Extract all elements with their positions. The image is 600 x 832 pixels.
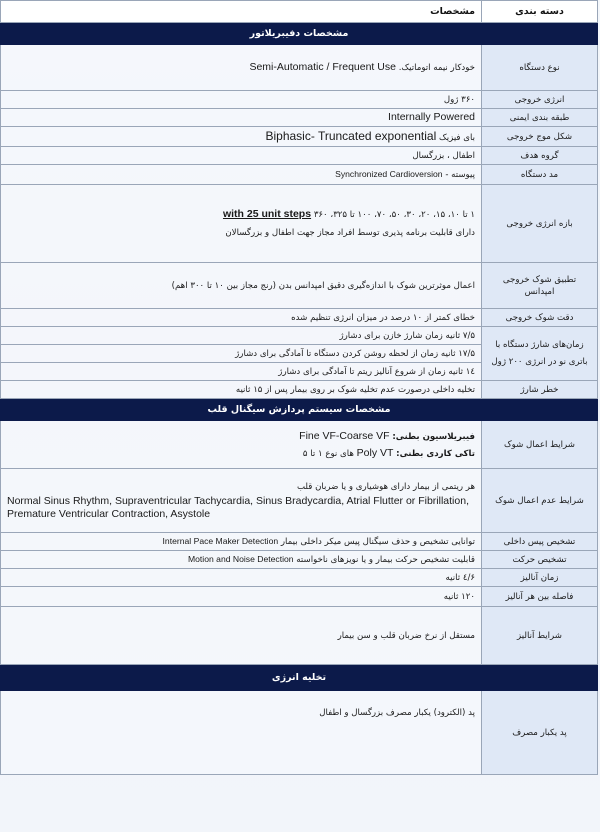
- value-target-group: اطفال ، بزرگسال: [1, 147, 482, 165]
- table-header-row: [1, 1, 598, 23]
- label-waveform: شکل موج خروجی: [482, 127, 598, 147]
- section-discharge-row: [1, 665, 598, 691]
- value-energy-range-steps: with 25 unit steps: [222, 208, 312, 220]
- value-motion-detect-fa: قابلیت تشخیص حرکت بیمار و یا نویزهای ناخواسته: [296, 555, 475, 565]
- value-device-mode-fa: پیوسته -: [445, 170, 475, 180]
- row-shock-apply: [1, 263, 598, 309]
- value-analysis-conditions: مستقل از نرخ ضربان قلب و سن بیمار: [1, 607, 482, 665]
- value-shock-vt-tail: های نوع ۱ تا ۵: [302, 448, 354, 459]
- label-shock-apply: تطبیق شوک خروجی امپدانس: [482, 263, 598, 309]
- label-no-shock: شرایط عدم اعمال شوک: [482, 469, 598, 533]
- row-motion-detect: [1, 551, 598, 569]
- row-charge-time-1: [1, 327, 598, 345]
- row-disposable-pad: [1, 691, 598, 775]
- value-no-shock-fa: هر ریتمی از بیمار دارای هوشیاری و یا ضربان قلب: [296, 481, 475, 492]
- value-analysis-time: ۶/٤ ثانیه: [1, 569, 482, 587]
- section-signal-title: مشخصات سیستم پردازش سیگنال قلب: [1, 399, 598, 421]
- label-shock-conditions: شرایط اعمال شوک: [482, 421, 598, 469]
- section-discharge-title: تخلیه انرژی: [1, 665, 598, 691]
- label-disposable-pad: پد یکبار مصرف: [482, 691, 598, 775]
- value-pace-detect-en: Internal Pace Maker Detection: [162, 536, 279, 546]
- label-charge-danger: خطر شارژ: [482, 381, 598, 399]
- label-analysis-time: زمان آنالیز: [482, 569, 598, 587]
- value-shock-accuracy: خطای کمتر از ۱۰ درصد در میزان انرژی تنظیم شده: [1, 309, 482, 327]
- row-shock-accuracy: [1, 309, 598, 327]
- row-no-shock: [1, 469, 598, 533]
- value-device-mode-en: Synchronized Cardioversion: [335, 169, 443, 179]
- row-waveform: [1, 127, 598, 147]
- row-output-energy: [1, 91, 598, 109]
- value-charge-danger: تخلیه داخلی درصورت عدم تخلیه شوک بر روی بیمار پس از ۱۵ ثانیه: [1, 381, 482, 399]
- section-defib-title: مشخصات دفیبریلاتور: [1, 23, 598, 45]
- row-device-mode: [1, 165, 598, 185]
- row-target-group: [1, 147, 598, 165]
- value-no-shock-en: Normal Sinus Rhythm, Supraventricular Tachycardia, Sinus Bradycardia, Atrial Flutter or Fibrillation, Premature Ventricular Contraction, Asystole: [7, 494, 469, 520]
- row-pace-detect: [1, 533, 598, 551]
- value-shock-vt-en: Poly VT: [356, 446, 394, 459]
- section-defib-row: [1, 23, 598, 45]
- label-energy-range: بازه انرژی خروجی: [482, 185, 598, 263]
- value-motion-detect-en: Motion and Noise Detection: [187, 554, 294, 564]
- value-device-type-en: Semi-Automatic / Frequent Use: [249, 61, 396, 73]
- row-analysis-time: [1, 569, 598, 587]
- row-analysis-interval: [1, 587, 598, 607]
- value-energy-range-values: ۱ تا ۱۰، ۱۵، ۲۰، ۳۰، ۵۰، ۷۰، ۱۰۰ تا ۳۲۵، ۳۶۰: [313, 210, 475, 220]
- row-shock-conditions: [1, 421, 598, 469]
- row-safety-class: [1, 109, 598, 127]
- label-device-mode: مد دستگاه: [482, 165, 598, 185]
- value-analysis-interval: ۱۲۰ ثانیه: [1, 587, 482, 607]
- value-energy-range-note: دارای قابلیت برنامه پذیری توسط افراد مجاز جهت اطفال و بزرگسالان: [225, 228, 475, 238]
- value-charge-time-1: ۷/۵ ثانیه زمان شارژ خازن برای دشارژ: [1, 327, 482, 345]
- header-specs: مشخصات: [1, 1, 482, 23]
- label-safety-class: طبقه بندی ایمنی: [482, 109, 598, 127]
- row-energy-range: [1, 185, 598, 263]
- section-signal-row: [1, 399, 598, 421]
- label-motion-detect: تشخیص حرکت: [482, 551, 598, 569]
- value-shock-vf-fa: فیبریلاسیون بطنی:: [392, 431, 475, 442]
- label-charge-time: زمان‌های شارژ دستگاه با باتری نو در انرژی ۲۰۰ ژول: [482, 327, 598, 381]
- header-category: دسته بندی: [482, 1, 598, 23]
- value-safety-class: Internally Powered: [388, 111, 475, 123]
- row-analysis-conditions: [1, 607, 598, 665]
- value-disposable-pad: پد (الکترود) یکبار مصرف بزرگسال و اطفال: [1, 691, 482, 775]
- label-pace-detect: تشخیص پیس داخلی: [482, 533, 598, 551]
- value-shock-vf-en: Fine VF-Coarse VF: [299, 429, 390, 442]
- label-output-energy: انرژی خروجی: [482, 91, 598, 109]
- value-output-energy: ۳۶۰ ژول: [1, 91, 482, 109]
- value-charge-time-2: ۱۷/۵ ثانیه زمان از لحظه روشن کردن دستگاه تا آمادگی برای دشارژ: [1, 345, 482, 363]
- value-shock-vt-fa: تاکی کاردی بطنی:: [396, 448, 475, 459]
- value-waveform-fa: بای فیزیک: [439, 132, 475, 143]
- value-pace-detect-fa: توانایی تشخیص و حذف سیگنال پیس میکر داخلی بیمار: [280, 537, 475, 547]
- label-analysis-conditions: شرایط آنالیز: [482, 607, 598, 665]
- label-target-group: گروه هدف: [482, 147, 598, 165]
- value-device-type-fa: خودکار نیمه اتوماتیک.: [398, 63, 475, 73]
- label-device-type: نوع دستگاه: [482, 45, 598, 91]
- label-shock-accuracy: دقت شوک خروجی: [482, 309, 598, 327]
- row-device-type: [1, 45, 598, 91]
- value-waveform-en: Biphasic- Truncated exponential: [265, 128, 437, 143]
- value-shock-apply: اعمال موثرترین شوک با اندازه‌گیری دقیق امپدانس بدن (رنج مجاز بین ۱۰ تا ۳۰۰ اهم): [1, 263, 482, 309]
- label-analysis-interval: فاصله بین هر آنالیز: [482, 587, 598, 607]
- value-charge-time-3: ۱٤ ثانیه زمان از شروع آنالیز ریتم تا آمادگی برای دشارژ: [1, 363, 482, 381]
- row-charge-danger: [1, 381, 598, 399]
